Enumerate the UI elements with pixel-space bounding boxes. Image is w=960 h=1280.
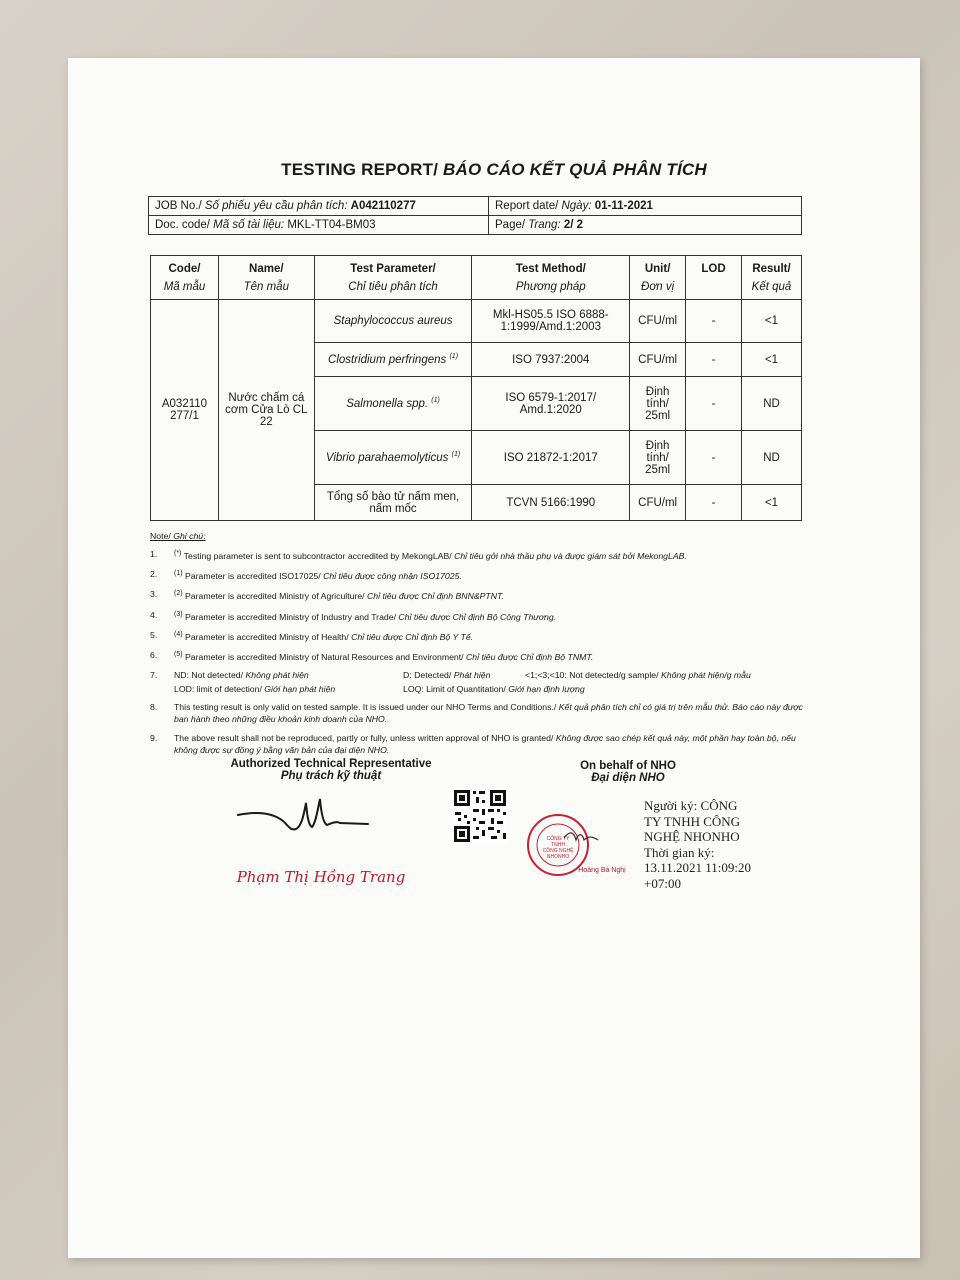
unit-cell: CFU/ml — [630, 343, 686, 377]
method-cell: ISO 7937:2004 — [472, 343, 630, 377]
notes-section — [150, 530, 810, 762]
svg-text:CÔNG NGHỆ: CÔNG NGHỆ — [542, 848, 574, 854]
note-item: 2. $^{(1)}$ Parameter is accredited ISO17025/ Chỉ tiêu được công nhận ISO17025. — [150, 569, 462, 582]
method-cell: Mkl-HS05.5 ISO 6888-1:1999/Amd.1:2003 — [472, 300, 630, 343]
note-item: 6. $^{(5)}$ Parameter is accredited Ministry of Natural Resources and Environment/ Chỉ tiêu được Chỉ định Bộ TNMT. — [150, 649, 594, 662]
digital-signature-info: Người ký: CÔNG TY TNHH CÔNG NGHỆ NHONHO Thời gian ký: 13.11.2021 11:09:20 +07:00 — [644, 798, 752, 891]
method-cell: ISO 21872-1:2017 — [472, 431, 630, 485]
col-unit: Unit/ Đơn vị — [630, 256, 686, 300]
svg-text:TNHH: TNHH — [551, 842, 565, 848]
col-code: Code/ Mã mẫu — [151, 256, 219, 300]
note-item: 4. $^{(3)}$ Parameter is accredited Ministry of Industry and Trade/ Chỉ tiêu được Chỉ định Bộ Công Thương. — [150, 609, 557, 622]
page-cell: Page/ Trang: 2/ 2 — [489, 216, 802, 235]
col-name: Name/ Tên mẫu — [218, 256, 314, 300]
handwritten-signature — [228, 793, 378, 843]
left-signature-title: Authorized Technical Representative — [230, 758, 432, 770]
result-cell: <1 — [742, 343, 802, 377]
unit-cell: Định tính/ 25ml — [630, 431, 686, 485]
notes-heading: Note/ Ghi chú: — [150, 531, 206, 541]
unit-cell: CFU/ml — [630, 300, 686, 343]
sample-name: Nước chấm cá cơm Cửa Lò CL 22 — [218, 300, 314, 521]
lod-cell: - — [686, 431, 742, 485]
nho-representative-block — [548, 760, 708, 784]
report-date-cell: Report date/ Ngày: 01-11-2021 — [489, 197, 802, 216]
report-title — [68, 160, 920, 180]
company-stamp — [526, 810, 646, 880]
note-item: 8. This testing result is only valid on tested sample. It is issued under our NHO Terms and Conditions./ Kết quả phân tích chỉ có giá trị trên mẫu thử. Báo cáo này được ban hành theo những điều khoản kinh doanh của NHO. — [150, 702, 803, 725]
unit-cell: Định tính/ 25ml — [630, 377, 686, 431]
note-item: LOD: limit of detection/ Giới hạn phát hiện LOQ: Limit of Quantitation/ Giới hạn định lượng — [174, 684, 585, 695]
lod-cell: - — [686, 485, 742, 521]
col-lod: LOD — [686, 256, 742, 300]
note-item: 3. $^{(2)}$ Parameter is accredited Ministry of Agriculture/ Chỉ tiêu được Chỉ định BNN&PTNT. — [150, 589, 504, 602]
right-signature-title-vi: Đại diện NHO — [591, 772, 665, 784]
report-header-table — [148, 196, 802, 235]
technical-representative-block — [196, 758, 466, 782]
sample-code: A032110 277/1 — [151, 300, 219, 521]
note-item: 1. (*) Testing parameter is sent to subcontractor accredited by MekongLAB/ Chỉ tiêu gởi nhà thầu phụ và được giám sát bởi MekongLAB. — [150, 549, 687, 561]
lod-cell: - — [686, 343, 742, 377]
title-en: TESTING REPORT/ — [281, 160, 444, 179]
note-item: 9. The above result shall not be reproduced, partly or fully, unless written approval of NHO is granted/ Không được sao chép kết quả này, một phần hay toàn bộ, nếu không được sự đồng ý bằng văn bản của đại diện NHO. — [150, 732, 796, 755]
right-signature-title: On behalf of NHO — [580, 760, 676, 772]
svg-text:Hoàng Bá Nghị: Hoàng Bá Nghị — [578, 867, 626, 874]
job-no-cell: JOB No./ Số phiếu yêu cầu phân tích: A042110277 — [149, 197, 489, 216]
result-cell: ND — [742, 431, 802, 485]
method-cell: ISO 6579-1:2017/ Amd.1:2020 — [472, 377, 630, 431]
title-vi: BÁO CÁO KẾT QUẢ PHÂN TÍCH — [443, 160, 707, 179]
parameter-cell: Staphylococcus aureus — [314, 300, 472, 343]
col-method: Test Method/ Phương pháp — [472, 256, 630, 300]
results-table — [150, 255, 802, 521]
svg-text:NHONHO: NHONHO — [546, 854, 570, 860]
left-signature-title-vi: Phụ trách kỹ thuật — [280, 770, 382, 782]
result-cell: ND — [742, 377, 802, 431]
page-number: 2/ 2 — [563, 219, 584, 231]
col-parameter: Test Parameter/ Chỉ tiêu phân tích — [314, 256, 472, 300]
signatory-name: Phạm Thị Hồng Trang — [236, 868, 406, 886]
doc-code: MKL-TT04-BM03 — [287, 219, 376, 231]
parameter-cell: Tổng số bào tử nấm men, nấm mốc — [314, 485, 472, 521]
job-no: A042110277 — [350, 200, 416, 212]
qr-code — [452, 788, 508, 844]
unit-cell: CFU/ml — [630, 485, 686, 521]
parameter-cell: Salmonella spp. $^{(1)}$ — [314, 377, 472, 431]
table-row — [151, 300, 802, 343]
results-header-row — [151, 256, 802, 300]
note-item: 7. ND: Not detected/ Không phát hiện D: Detected/ Phát hiện <1;<3;<10: Not detected/g sample/ Không phát hiện/g mẫu — [150, 670, 751, 681]
report-date: 01-11-2021 — [594, 200, 653, 212]
method-cell: TCVN 5166:1990 — [472, 485, 630, 521]
lod-cell: - — [686, 300, 742, 343]
doc-code-cell: Doc. code/ Mã số tài liệu: MKL-TT04-BM03 — [149, 216, 489, 235]
col-result: Result/ Kết quả — [742, 256, 802, 300]
svg-text:CÔNG TY: CÔNG TY — [546, 836, 570, 842]
lod-cell: - — [686, 377, 742, 431]
result-cell: <1 — [742, 300, 802, 343]
parameter-cell: Clostridium perfringens $^{(1)}$ — [314, 343, 472, 377]
result-cell: <1 — [742, 485, 802, 521]
report-paper — [68, 58, 920, 1258]
note-item: 5. $^{(4)}$ Parameter is accredited Ministry of Health/ Chỉ tiêu được Chỉ định Bộ Y Tế. — [150, 629, 474, 642]
parameter-cell: Vibrio parahaemolyticus $^{(1)}$ — [314, 431, 472, 485]
